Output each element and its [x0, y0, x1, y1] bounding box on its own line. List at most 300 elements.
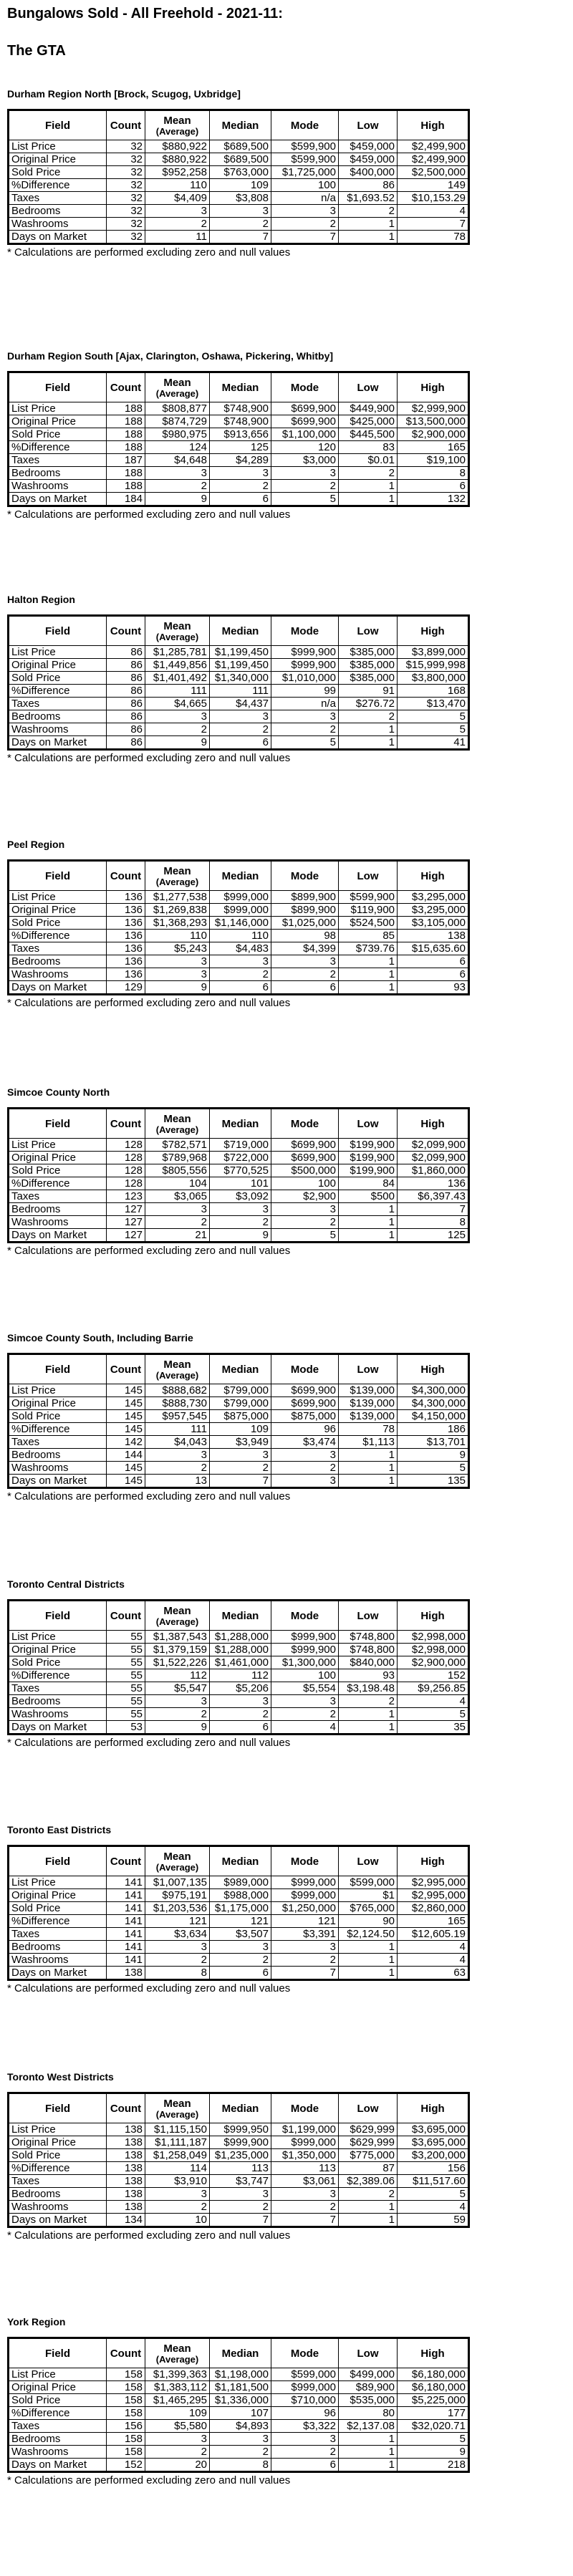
row-field-label: List Price: [9, 1384, 107, 1397]
row-value-cell: 6: [271, 2459, 339, 2472]
row-value-cell: 218: [398, 2459, 469, 2472]
calculation-footnote: * Calculations are performed excluding zero and null values: [7, 1982, 291, 1994]
row-value-cell: $15,635.60: [398, 942, 469, 955]
table-row: [9, 1216, 469, 1229]
table-row: [9, 2420, 469, 2433]
header-field-label: Field: [44, 1609, 70, 1622]
row-value-cell: 149: [398, 179, 469, 192]
row-value-cell: 5: [398, 1462, 469, 1475]
row-value-cell: 100: [271, 1177, 339, 1190]
table-header-row: [9, 1109, 469, 1139]
header-low: [339, 2338, 398, 2368]
region-title: Durham Region South [Ajax, Clarington, Oshawa, Pickering, Whitby]: [7, 350, 334, 362]
row-value-cell: $689,500: [210, 153, 271, 166]
table-row: [9, 1644, 469, 1656]
row-value-cell: 32: [107, 179, 145, 192]
row-value-cell: $1,336,000: [210, 2394, 271, 2407]
table-row: [9, 2162, 469, 2175]
row-value-cell: 86: [339, 179, 398, 192]
row-value-cell: 1: [339, 1462, 398, 1475]
header-high: [398, 372, 469, 402]
row-value-cell: 8: [398, 467, 469, 480]
header-high: [398, 2093, 469, 2123]
row-value-cell: 1: [339, 1229, 398, 1243]
row-value-cell: $1,340,000: [210, 672, 271, 685]
row-value-cell: $748,800: [339, 1631, 398, 1644]
row-value-cell: $4,409: [145, 192, 210, 205]
row-value-cell: $500: [339, 1190, 398, 1203]
row-value-cell: $1,725,000: [271, 166, 339, 179]
header-field: [9, 2338, 107, 2368]
table-row: [9, 1475, 469, 1488]
row-value-cell: 2: [145, 1954, 210, 1967]
row-value-cell: 3: [271, 467, 339, 480]
header-count: [107, 372, 145, 402]
row-field-label: %Difference: [9, 1177, 107, 1190]
row-value-cell: $1,199,000: [271, 2123, 339, 2136]
row-value-cell: $789,968: [145, 1152, 210, 1164]
header-low: [339, 372, 398, 402]
row-value-cell: 3: [271, 1203, 339, 1216]
row-field-label: Original Price: [9, 1889, 107, 1902]
header-count-label: Count: [110, 1855, 142, 1868]
row-value-cell: 120: [271, 441, 339, 454]
row-value-cell: 107: [210, 2407, 271, 2420]
row-value-cell: 2: [271, 1954, 339, 1967]
row-value-cell: 8: [398, 1216, 469, 1229]
calculation-footnote: * Calculations are performed excluding zero and null values: [7, 1490, 291, 1502]
row-value-cell: $385,000: [339, 659, 398, 672]
row-value-cell: $4,150,000: [398, 1410, 469, 1423]
region-section-toronto-west-districts: [7, 2070, 566, 2242]
header-median: [210, 861, 271, 891]
row-value-cell: $2,137.08: [339, 2420, 398, 2433]
row-value-cell: 128: [107, 1152, 145, 1164]
row-value-cell: $1,258,049: [145, 2149, 210, 2162]
row-field-label: Washrooms: [9, 1462, 107, 1475]
header-field-label: Field: [44, 624, 70, 637]
row-value-cell: $952,258: [145, 166, 210, 179]
row-value-cell: 93: [398, 981, 469, 995]
table-row: [9, 1139, 469, 1152]
row-value-cell: 6: [398, 480, 469, 493]
row-value-cell: 2: [145, 1216, 210, 1229]
row-value-cell: 165: [398, 441, 469, 454]
row-value-cell: 55: [107, 1695, 145, 1708]
row-value-cell: 3: [145, 2433, 210, 2446]
header-field-label: Field: [44, 1117, 70, 1130]
row-value-cell: 128: [107, 1164, 145, 1177]
row-value-cell: $5,243: [145, 942, 210, 955]
header-median: [210, 1846, 271, 1876]
header-high-label: High: [420, 624, 445, 637]
header-field-label: Field: [44, 381, 70, 394]
row-field-label: Sold Price: [9, 1410, 107, 1423]
header-mode-label: Mode: [290, 624, 319, 637]
row-value-cell: 4: [398, 1954, 469, 1967]
table-row: [9, 1177, 469, 1190]
row-value-cell: 111: [145, 685, 210, 698]
header-count: [107, 861, 145, 891]
table-row: [9, 942, 469, 955]
row-value-cell: $2,999,900: [398, 402, 469, 415]
table-row: [9, 2149, 469, 2162]
row-value-cell: $770,525: [210, 1164, 271, 1177]
row-value-cell: 2: [339, 2188, 398, 2201]
row-value-cell: $1,025,000: [271, 917, 339, 930]
header-mean-label: Mean: [163, 2343, 191, 2355]
table-row: [9, 2459, 469, 2472]
row-value-cell: $999,900: [271, 1631, 339, 1644]
row-field-label: Taxes: [9, 454, 107, 467]
row-value-cell: $0.01: [339, 454, 398, 467]
row-value-cell: $400,000: [339, 166, 398, 179]
row-value-cell: 136: [107, 955, 145, 968]
row-value-cell: $9,256.85: [398, 1682, 469, 1695]
row-value-cell: 2: [210, 2201, 271, 2214]
row-value-cell: 3: [271, 955, 339, 968]
stats-table: [7, 1353, 470, 1489]
row-value-cell: $4,648: [145, 454, 210, 467]
row-field-label: %Difference: [9, 1915, 107, 1928]
row-value-cell: 127: [107, 1203, 145, 1216]
header-median-label: Median: [221, 624, 259, 637]
table-row: [9, 2188, 469, 2201]
header-median-label: Median: [221, 381, 259, 394]
row-value-cell: $1,100,000: [271, 428, 339, 441]
row-value-cell: $3,295,000: [398, 891, 469, 904]
row-value-cell: $999,900: [210, 2136, 271, 2149]
row-value-cell: 124: [145, 441, 210, 454]
row-value-cell: 86: [107, 659, 145, 672]
row-value-cell: 5: [271, 1229, 339, 1243]
row-value-cell: 3: [210, 955, 271, 968]
row-value-cell: 145: [107, 1384, 145, 1397]
row-value-cell: $765,000: [339, 1902, 398, 1915]
row-value-cell: 136: [107, 930, 145, 942]
row-value-cell: 145: [107, 1410, 145, 1423]
header-field-label: Field: [44, 119, 70, 132]
row-value-cell: $2,900: [271, 1190, 339, 1203]
stats-table: [7, 1107, 470, 1243]
row-value-cell: 141: [107, 1941, 145, 1954]
row-value-cell: 6: [210, 493, 271, 506]
header-field: [9, 110, 107, 140]
header-low-label: Low: [357, 381, 379, 394]
row-value-cell: $3,474: [271, 1436, 339, 1449]
row-value-cell: $1,111,187: [145, 2136, 210, 2149]
row-value-cell: $2,860,000: [398, 1902, 469, 1915]
row-value-cell: 2: [145, 2446, 210, 2459]
row-value-cell: $999,000: [271, 2136, 339, 2149]
row-value-cell: $999,000: [210, 891, 271, 904]
row-value-cell: 32: [107, 218, 145, 231]
row-value-cell: 141: [107, 1928, 145, 1941]
row-value-cell: 132: [398, 493, 469, 506]
row-value-cell: $199,900: [339, 1139, 398, 1152]
header-mode: [271, 616, 339, 646]
row-value-cell: $445,500: [339, 428, 398, 441]
row-value-cell: 2: [339, 205, 398, 218]
row-value-cell: 1: [339, 2214, 398, 2227]
header-count: [107, 2338, 145, 2368]
header-field: [9, 1354, 107, 1384]
row-value-cell: 5: [271, 493, 339, 506]
row-value-cell: $1,383,112: [145, 2381, 210, 2394]
row-value-cell: $3,634: [145, 1928, 210, 1941]
row-value-cell: 141: [107, 1902, 145, 1915]
header-count: [107, 1601, 145, 1631]
row-value-cell: 78: [339, 1423, 398, 1436]
row-value-cell: 78: [398, 231, 469, 244]
row-value-cell: $4,437: [210, 698, 271, 710]
stats-table: [7, 109, 470, 245]
stats-table: [7, 1599, 470, 1735]
row-value-cell: 135: [398, 1475, 469, 1488]
row-value-cell: 141: [107, 1915, 145, 1928]
row-value-cell: $699,900: [271, 1384, 339, 1397]
row-value-cell: 2: [210, 1708, 271, 1721]
table-row: [9, 710, 469, 723]
row-value-cell: 144: [107, 1449, 145, 1462]
row-field-label: Original Price: [9, 415, 107, 428]
table-row: [9, 402, 469, 415]
header-count: [107, 1846, 145, 1876]
row-value-cell: $5,225,000: [398, 2394, 469, 2407]
row-value-cell: 1: [339, 231, 398, 244]
row-field-label: List Price: [9, 1631, 107, 1644]
row-value-cell: 128: [107, 1177, 145, 1190]
row-value-cell: 55: [107, 1682, 145, 1695]
table-row: [9, 2136, 469, 2149]
row-value-cell: 6: [210, 1721, 271, 1735]
header-mode-label: Mode: [290, 2102, 319, 2115]
header-count: [107, 1109, 145, 1139]
row-field-label: Washrooms: [9, 218, 107, 231]
row-field-label: Days on Market: [9, 2459, 107, 2472]
table-header-row: [9, 2338, 469, 2368]
table-row: [9, 454, 469, 467]
row-value-cell: $899,900: [271, 891, 339, 904]
row-value-cell: $4,289: [210, 454, 271, 467]
row-field-label: Washrooms: [9, 723, 107, 736]
row-value-cell: $1,285,781: [145, 646, 210, 659]
row-field-label: List Price: [9, 140, 107, 153]
row-value-cell: 3: [271, 1941, 339, 1954]
row-value-cell: $5,580: [145, 2420, 210, 2433]
row-value-cell: 3: [271, 1475, 339, 1488]
row-value-cell: 3: [145, 710, 210, 723]
row-value-cell: 3: [271, 2188, 339, 2201]
header-field-label: Field: [44, 2102, 70, 2115]
calculation-footnote: * Calculations are performed excluding zero and null values: [7, 2229, 291, 2242]
row-value-cell: 55: [107, 1708, 145, 1721]
row-value-cell: $3,899,000: [398, 646, 469, 659]
row-value-cell: 41: [398, 736, 469, 750]
row-value-cell: $3,198.48: [339, 1682, 398, 1695]
row-value-cell: 9: [210, 1229, 271, 1243]
header-high: [398, 616, 469, 646]
row-value-cell: n/a: [271, 192, 339, 205]
row-value-cell: $5,547: [145, 1682, 210, 1695]
row-field-label: Days on Market: [9, 231, 107, 244]
row-field-label: Sold Price: [9, 672, 107, 685]
stats-table: [7, 371, 470, 507]
row-value-cell: 138: [398, 930, 469, 942]
row-field-label: Bedrooms: [9, 2188, 107, 2201]
row-value-cell: $1,379,159: [145, 1644, 210, 1656]
header-mode: [271, 1601, 339, 1631]
table-row: [9, 1384, 469, 1397]
row-value-cell: $629,999: [339, 2136, 398, 2149]
row-value-cell: $719,000: [210, 1139, 271, 1152]
stats-table: [7, 614, 470, 751]
row-value-cell: $199,900: [339, 1164, 398, 1177]
row-value-cell: 86: [107, 723, 145, 736]
row-value-cell: 158: [107, 2446, 145, 2459]
row-value-cell: $13,470: [398, 698, 469, 710]
row-value-cell: $3,061: [271, 2175, 339, 2188]
row-value-cell: $4,893: [210, 2420, 271, 2433]
row-value-cell: $2,900,000: [398, 428, 469, 441]
row-value-cell: 138: [107, 2149, 145, 2162]
header-mean-label: Mean: [163, 1113, 191, 1125]
row-value-cell: 11: [145, 231, 210, 244]
row-value-cell: $2,998,000: [398, 1644, 469, 1656]
header-count-label: Count: [110, 1117, 142, 1130]
row-value-cell: $385,000: [339, 646, 398, 659]
row-value-cell: $2,995,000: [398, 1876, 469, 1889]
header-count-label: Count: [110, 1363, 142, 1376]
row-value-cell: $3,391: [271, 1928, 339, 1941]
header-high: [398, 1601, 469, 1631]
header-median-label: Median: [221, 119, 259, 132]
header-mean-label: Mean: [163, 865, 191, 877]
row-field-label: Washrooms: [9, 2446, 107, 2459]
row-value-cell: 141: [107, 1954, 145, 1967]
table-row: [9, 140, 469, 153]
row-value-cell: 32: [107, 205, 145, 218]
row-value-cell: 2: [210, 480, 271, 493]
header-low-label: Low: [357, 1117, 379, 1130]
row-value-cell: 121: [210, 1915, 271, 1928]
row-value-cell: $689,500: [210, 140, 271, 153]
region-section-toronto-central-districts: [7, 1578, 566, 1750]
row-value-cell: $6,180,000: [398, 2381, 469, 2394]
row-value-cell: 2: [210, 1954, 271, 1967]
row-value-cell: $880,922: [145, 153, 210, 166]
row-value-cell: 3: [210, 710, 271, 723]
row-value-cell: $875,000: [271, 1410, 339, 1423]
header-median-label: Median: [221, 1117, 259, 1130]
row-value-cell: $3,295,000: [398, 904, 469, 917]
row-value-cell: 6: [271, 981, 339, 995]
row-value-cell: $1,181,500: [210, 2381, 271, 2394]
table-row: [9, 205, 469, 218]
row-value-cell: $888,682: [145, 1384, 210, 1397]
row-value-cell: 3: [145, 1695, 210, 1708]
row-value-cell: $5,554: [271, 1682, 339, 1695]
header-mean-sublabel: (Average): [155, 632, 199, 642]
table-row: [9, 955, 469, 968]
row-field-label: Bedrooms: [9, 955, 107, 968]
row-value-cell: $3,800,000: [398, 672, 469, 685]
row-value-cell: 134: [107, 2214, 145, 2227]
row-value-cell: 158: [107, 2368, 145, 2381]
row-value-cell: $748,900: [210, 415, 271, 428]
row-value-cell: $2,499,900: [398, 153, 469, 166]
row-value-cell: 165: [398, 1915, 469, 1928]
table-row: [9, 1721, 469, 1735]
row-value-cell: 32: [107, 140, 145, 153]
header-high: [398, 2338, 469, 2368]
row-value-cell: 156: [398, 2162, 469, 2175]
row-field-label: Taxes: [9, 2175, 107, 2188]
row-value-cell: $1,115,150: [145, 2123, 210, 2136]
table-row: [9, 723, 469, 736]
row-value-cell: 3: [145, 1203, 210, 1216]
table-row: [9, 968, 469, 981]
header-high-label: High: [420, 2102, 445, 2115]
table-row: [9, 1229, 469, 1243]
header-low: [339, 110, 398, 140]
stats-table: [7, 2092, 470, 2228]
header-mean-sublabel: (Average): [155, 1862, 199, 1873]
header-median: [210, 2338, 271, 2368]
row-field-label: Original Price: [9, 2136, 107, 2149]
row-value-cell: 100: [271, 1669, 339, 1682]
table-header-row: [9, 1846, 469, 1876]
row-value-cell: $449,900: [339, 402, 398, 415]
header-low-label: Low: [357, 1609, 379, 1622]
calculation-footnote: * Calculations are performed excluding zero and null values: [7, 2474, 291, 2486]
row-value-cell: $599,900: [271, 140, 339, 153]
header-high-label: High: [420, 119, 445, 132]
row-value-cell: 136: [107, 891, 145, 904]
row-value-cell: 136: [107, 917, 145, 930]
row-value-cell: $629,999: [339, 2123, 398, 2136]
header-low-label: Low: [357, 2347, 379, 2360]
row-value-cell: $2,389.06: [339, 2175, 398, 2188]
row-field-label: Sold Price: [9, 2149, 107, 2162]
header-mean: [145, 861, 210, 891]
header-low: [339, 861, 398, 891]
header-high-label: High: [420, 2347, 445, 2360]
header-mean: [145, 1601, 210, 1631]
row-value-cell: $1,465,295: [145, 2394, 210, 2407]
row-value-cell: 35: [398, 1721, 469, 1735]
header-mean-label: Mean: [163, 1851, 191, 1863]
row-value-cell: 9: [145, 1721, 210, 1735]
header-mean: [145, 2093, 210, 2123]
header-median: [210, 110, 271, 140]
table-row: [9, 1941, 469, 1954]
row-value-cell: 1: [339, 218, 398, 231]
row-value-cell: $12,605.19: [398, 1928, 469, 1941]
table-row: [9, 441, 469, 454]
row-value-cell: 86: [107, 698, 145, 710]
row-value-cell: 3: [210, 1941, 271, 1954]
row-field-label: Bedrooms: [9, 205, 107, 218]
calculation-footnote: * Calculations are performed excluding zero and null values: [7, 1245, 291, 1257]
row-value-cell: 3: [145, 467, 210, 480]
row-field-label: Sold Price: [9, 166, 107, 179]
row-value-cell: $11,517.60: [398, 2175, 469, 2188]
row-value-cell: $1,387,543: [145, 1631, 210, 1644]
row-value-cell: $3,507: [210, 1928, 271, 1941]
row-value-cell: $739.76: [339, 942, 398, 955]
table-row: [9, 1682, 469, 1695]
